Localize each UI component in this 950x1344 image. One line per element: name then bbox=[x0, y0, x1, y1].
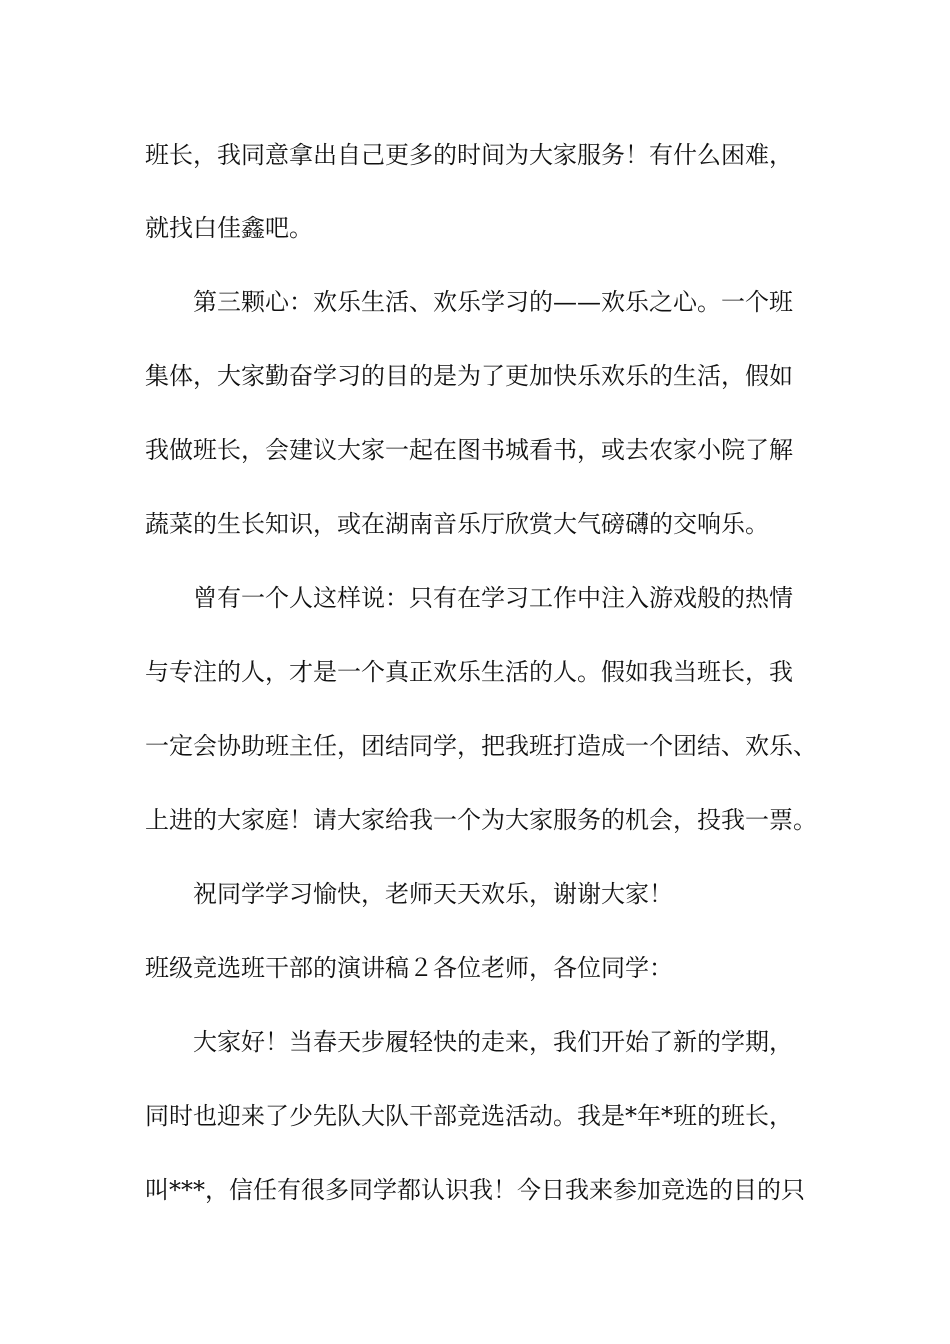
text-line: 我做班长，会建议大家一起在图书城看书，或去农家小院了解 bbox=[145, 436, 793, 464]
paragraph-start-line: 祝同学学习愉快，老师天天欢乐，谢谢大家！ bbox=[193, 880, 673, 908]
section-heading-line: 班级竞选班干部的演讲稿２各位老师，各位同学： bbox=[145, 954, 673, 982]
text-line: 同时也迎来了少先队大队干部竞选活动。我是*年*班的班长， bbox=[145, 1102, 793, 1130]
text-line: 叫***，信任有很多同学都认识我！今日我来参加竞选的目的只 bbox=[145, 1176, 805, 1204]
paragraph-start-line: 大家好！当春天步履轻快的走来，我们开始了新的学期， bbox=[193, 1028, 793, 1056]
paragraph-start-line: 第三颗心：欢乐生活、欢乐学习的——欢乐之心。一个班 bbox=[193, 288, 793, 316]
text-line: 就找白佳鑫吧。 bbox=[145, 214, 313, 242]
text-line: 一定会协助班主任，团结同学，把我班打造成一个团结、欢乐、 bbox=[145, 732, 817, 760]
text-line: 班长，我同意拿出自己更多的时间为大家服务！有什么困难， bbox=[145, 141, 793, 169]
text-line: 蔬菜的生长知识，或在湖南音乐厅欣赏大气磅礴的交响乐。 bbox=[145, 510, 769, 538]
text-line: 上进的大家庭！请大家给我一个为大家服务的机会，投我一票。 bbox=[145, 806, 817, 834]
text-line: 与专注的人，才是一个真正欢乐生活的人。假如我当班长，我 bbox=[145, 658, 793, 686]
text-line: 集体，大家勤奋学习的目的是为了更加快乐欢乐的生活，假如 bbox=[145, 362, 793, 390]
paragraph-start-line: 曾有一个人这样说：只有在学习工作中注入游戏般的热情 bbox=[193, 584, 793, 612]
